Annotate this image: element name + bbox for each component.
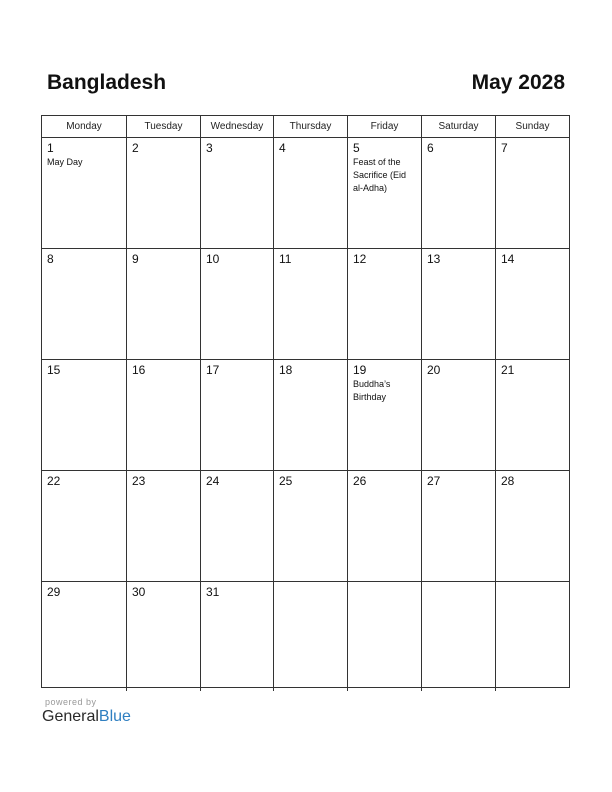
day-cell bbox=[42, 471, 127, 581]
day-number: 24 bbox=[206, 474, 220, 488]
day-cell bbox=[348, 360, 422, 470]
holiday-label: Feast of the Sacrifice (Eid al-Adha) bbox=[353, 157, 407, 193]
day-cell bbox=[422, 471, 496, 581]
day-number: 11 bbox=[279, 252, 292, 266]
day-cell bbox=[274, 138, 348, 248]
weekday-header: Tuesday bbox=[127, 116, 201, 137]
day-cell bbox=[42, 360, 127, 470]
calendar-grid bbox=[41, 115, 570, 688]
day-number: 15 bbox=[47, 363, 61, 377]
day-number: 13 bbox=[427, 252, 441, 266]
day-number: 27 bbox=[427, 474, 441, 488]
week-row bbox=[42, 471, 569, 582]
weekday-header: Saturday bbox=[422, 116, 496, 137]
day-number: 8 bbox=[47, 252, 54, 266]
day-cell bbox=[42, 582, 127, 691]
day-cell bbox=[201, 249, 274, 359]
day-number: 31 bbox=[206, 585, 220, 599]
brand-general-text: General bbox=[42, 708, 99, 725]
day-number: 4 bbox=[279, 141, 286, 155]
day-cell bbox=[201, 360, 274, 470]
day-cell bbox=[127, 138, 201, 248]
day-cell bbox=[201, 582, 274, 691]
day-number: 18 bbox=[279, 363, 293, 377]
generalblue-logo bbox=[42, 708, 131, 726]
brand-blue-text: Blue bbox=[98, 708, 131, 725]
day-cell bbox=[274, 249, 348, 359]
weekday-header: Friday bbox=[348, 116, 422, 137]
weekday-header: Thursday bbox=[274, 116, 348, 137]
day-number: 19 bbox=[353, 363, 367, 377]
day-number: 7 bbox=[501, 141, 508, 155]
day-number: 5 bbox=[353, 141, 360, 155]
day-number: 23 bbox=[132, 474, 146, 488]
day-cell bbox=[496, 582, 569, 691]
day-number: 16 bbox=[132, 363, 146, 377]
day-cell bbox=[496, 138, 569, 248]
weekday-header: Sunday bbox=[515, 121, 550, 132]
week-row bbox=[42, 138, 569, 249]
day-cell bbox=[348, 138, 422, 248]
day-number: 10 bbox=[206, 252, 220, 266]
day-cell bbox=[422, 138, 496, 248]
holiday-label: May Day bbox=[47, 157, 83, 167]
day-number: 20 bbox=[427, 363, 441, 377]
week-row bbox=[42, 582, 569, 691]
day-cell bbox=[127, 249, 201, 359]
day-number: 30 bbox=[132, 585, 146, 599]
day-cell bbox=[422, 249, 496, 359]
day-cell bbox=[422, 360, 496, 470]
day-cell bbox=[274, 582, 348, 691]
day-number: 1 bbox=[47, 141, 54, 155]
day-cell bbox=[348, 471, 422, 581]
day-number: 9 bbox=[132, 252, 139, 266]
day-number: 14 bbox=[501, 252, 515, 266]
weekday-header: Monday bbox=[42, 116, 127, 137]
page-title-country: Bangladesh bbox=[47, 71, 167, 94]
day-cell bbox=[348, 249, 422, 359]
weekday-header-row bbox=[42, 116, 569, 138]
day-number: 29 bbox=[47, 585, 61, 599]
powered-by-text: powered by bbox=[45, 697, 97, 707]
day-number: 22 bbox=[47, 474, 61, 488]
page-title-month: May 2028 bbox=[471, 71, 565, 94]
day-number: 28 bbox=[501, 474, 515, 488]
day-number: 12 bbox=[353, 252, 367, 266]
holiday-label: Buddha’s Birthday bbox=[353, 379, 391, 402]
week-row bbox=[42, 249, 569, 360]
day-cell bbox=[42, 249, 127, 359]
day-number: 21 bbox=[501, 363, 515, 377]
day-number: 17 bbox=[206, 363, 220, 377]
day-number: 3 bbox=[206, 141, 213, 155]
day-cell bbox=[496, 471, 569, 581]
weekday-header: Wednesday bbox=[201, 116, 274, 137]
day-number: 2 bbox=[132, 141, 139, 155]
day-number: 6 bbox=[427, 141, 434, 155]
day-number: 25 bbox=[279, 474, 293, 488]
day-cell bbox=[348, 582, 422, 691]
week-row bbox=[42, 360, 569, 471]
day-cell bbox=[274, 471, 348, 581]
day-cell bbox=[274, 360, 348, 470]
day-number: 26 bbox=[353, 474, 367, 488]
day-cell bbox=[201, 471, 274, 581]
day-cell bbox=[496, 360, 569, 470]
day-cell bbox=[127, 360, 201, 470]
day-cell bbox=[422, 582, 496, 691]
day-cell bbox=[201, 138, 274, 248]
day-cell bbox=[42, 138, 127, 248]
day-cell bbox=[127, 471, 201, 581]
day-cell bbox=[127, 582, 201, 691]
day-cell bbox=[496, 249, 569, 359]
